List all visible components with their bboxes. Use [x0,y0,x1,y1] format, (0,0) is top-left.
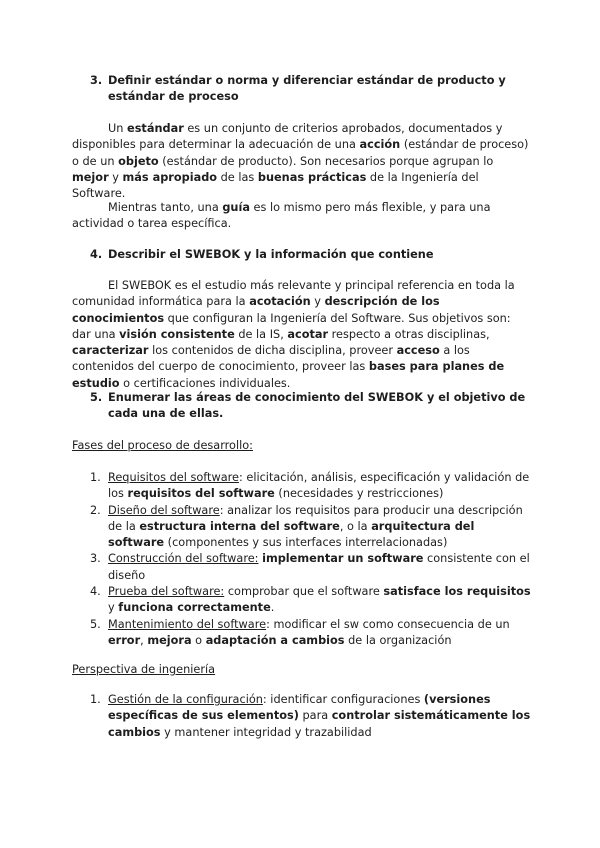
underlined-term: Mantenimiento del software [108,617,267,631]
text-run: o [191,633,206,647]
heading-3 [90,73,530,106]
text-run: Un [108,122,128,135]
list-item [90,584,532,617]
text-run: a los contenidos del cuerpo de conocimiento, proveer las [72,344,470,374]
list-item [90,692,532,741]
bold-term: acotar [287,327,329,341]
text-run: los contenidos de dicha disciplina, proveer [148,344,397,358]
bold-term: más apropiado [122,170,218,184]
bold-term: caracterizar [72,344,149,358]
bold-term: buenas prácticas [257,170,367,184]
phases-list [90,470,532,649]
list-item-number: 4. [90,585,101,599]
text-run: y [108,170,123,184]
bold-term: guía [222,201,250,214]
bold-term: arquitectura del software [108,519,475,550]
text-run: , o la [339,519,372,533]
text-run: y mantener integridad y trazabilidad [160,725,372,739]
bold-term: mejor [72,170,109,184]
bold-term: acotación [249,295,311,309]
bold-term: acción [359,138,401,152]
paragraph-standard [72,121,532,202]
text-run: (necesidades y restricciones) [274,487,444,501]
bold-term: visión consistente [119,327,235,341]
text-run: (estándar de proceso) o de un [72,138,529,168]
bold-term: estándar [127,122,184,135]
bold-term: requisitos del software [127,487,275,501]
text-run: Mientras tanto, una [108,201,223,214]
text-run: de la Ingeniería del Software. [72,170,479,201]
list-item-number: 5. [90,617,101,631]
text-run: y [310,295,325,309]
bold-term: error [108,633,141,647]
list-item [90,503,532,552]
paragraph-swebok [72,278,532,392]
text-run: es lo mismo pero más flexible, y para una actividad o tarea específica. [72,201,491,231]
bold-term: estructura interna del software [139,519,340,533]
bold-term: descripción de los conocimientos [72,295,440,325]
list-item [90,617,532,650]
list-item-number: 3. [90,552,101,566]
underlined-term: Gestión de la configuración [108,693,263,706]
heading-number: 5. [90,391,103,404]
bold-term: bases para planes de estudio [72,360,505,390]
section-title-phases: Fases del proceso de desarrollo: [72,439,253,452]
text-run: , [140,633,148,647]
text-run: . [270,601,275,615]
text-run: de la IS, [234,327,288,341]
text-run: o certificaciones individuales. [119,376,291,390]
bold-term: acceso [396,344,440,358]
text-run: para [298,709,332,723]
list-item [90,551,532,584]
heading-5 [90,390,530,423]
text-run: (componentes y sus interfaces interrelacionadas) [164,536,448,550]
heading-4 [90,247,530,263]
text-run: consistente con el diseño [108,552,530,582]
text-run: : elicitación, análisis, especificación y validación de los [108,471,530,501]
list-item-number: 1. [90,471,101,484]
text-run: que configuran la Ingeniería del Software. Sus objetivos son: dar una [72,311,511,341]
underlined-term: Diseño del software [108,503,220,517]
list-item [90,470,532,503]
bold-term: objeto [118,154,159,168]
text-run: : identificar configuraciones [262,693,424,706]
bold-term: controlar sistemáticamente los cambios [108,709,531,739]
text-run: de las [217,170,258,184]
heading-text: Definir estándar o norma y diferenciar estándar de producto y estándar de proceso [108,74,506,104]
underlined-term: Requisitos del software [108,471,239,484]
bold-term: adaptación a cambios [205,633,345,647]
heading-text: Describir el SWEBOK y la información que contiene [108,248,434,261]
text-run: El SWEBOK es el estudio más relevante y principal referencia en toda la comunidad informática para la [72,279,515,309]
list-item-number: 2. [90,503,101,517]
paragraph-guide [72,200,532,233]
heading-number: 3. [90,74,103,87]
section-title-engineering: Perspectiva de ingeniería [72,663,216,676]
text-run: comprobar que el software [224,585,384,599]
bold-term: funciona correctamente [118,601,271,615]
heading-number: 4. [90,248,103,261]
text-run: y [108,601,119,615]
text-run: respecto a otras disciplinas, [328,327,490,341]
text-run: es un conjunto de criterios aprobados, documentados y disponibles para determinar la adecuación de una [72,122,503,152]
bold-term: mejora [147,633,192,647]
text-run: : analizar los requisitos para producir una descripción de la [108,503,523,533]
underlined-term: Construcción del software: [108,552,259,566]
list-item-number: 1. [90,693,101,706]
text-run: de la organización [344,633,452,647]
text-run: : modificar el sw como consecuencia de un [266,617,510,631]
bold-term: satisface los requisitos [383,585,531,599]
engineering-list [90,692,532,741]
underlined-term: Prueba del software: [108,585,225,599]
bold-term: (versiones específicas de sus elementos) [108,693,491,723]
heading-text: Enumerar las áreas de conocimiento del SWEBOK y el objetivo de cada una de ellas. [108,391,526,421]
bold-term: implementar un software [262,552,424,566]
text-run: (estándar de producto). Son necesarios porque agrupan lo [158,154,494,168]
